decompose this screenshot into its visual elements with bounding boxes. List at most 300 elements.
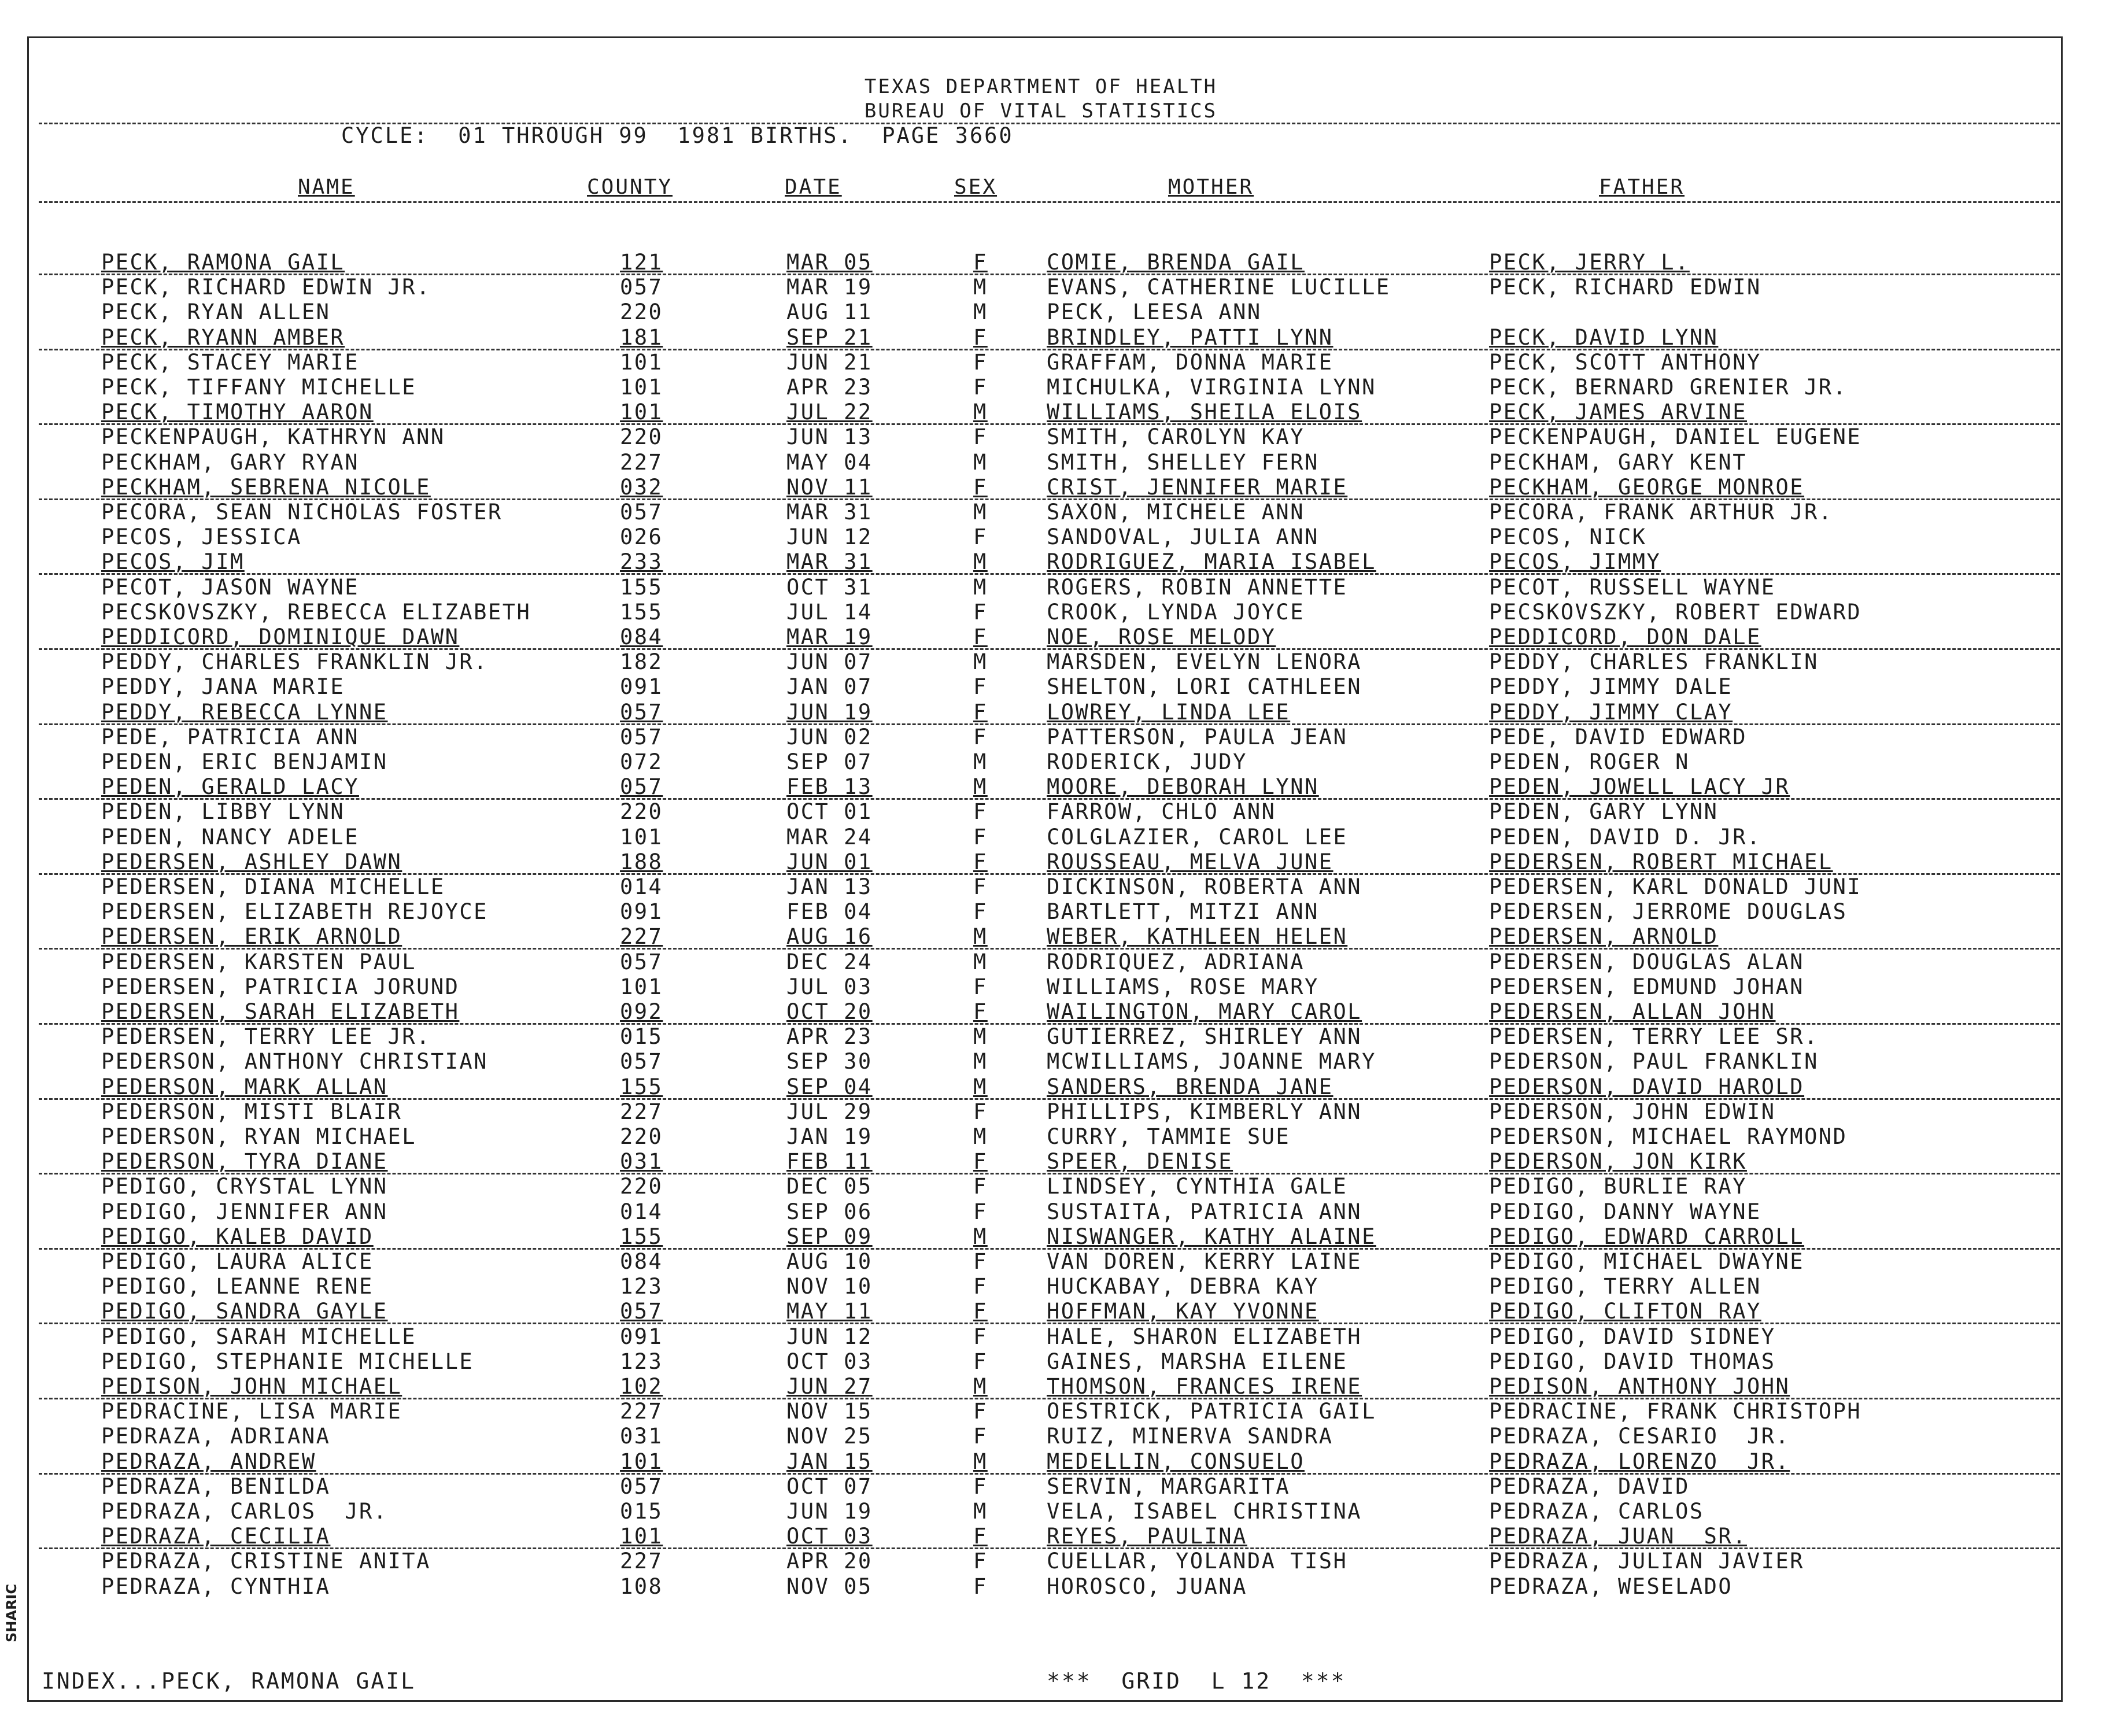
record-mother: CUELLAR, YOLANDA TISH <box>1047 1549 1348 1574</box>
table-row <box>0 900 2113 924</box>
record-father: PECOS, JIMMY <box>1489 549 1661 575</box>
record-date: FEB 04 <box>786 899 873 925</box>
record-mother: GRAFFAM, DONNA MARIE <box>1047 349 1333 375</box>
record-sex: M <box>973 400 988 425</box>
table-row <box>0 300 2113 324</box>
table-row <box>0 400 2113 424</box>
record-sex: F <box>973 1399 988 1424</box>
record-sex: M <box>973 1449 988 1474</box>
record-date: DEC 24 <box>786 949 873 974</box>
table-row <box>0 1025 2113 1049</box>
record-sex: F <box>973 1524 988 1549</box>
record-name: PECK, RYANN AMBER <box>101 324 345 350</box>
column-header-father: FATHER <box>1599 175 1685 199</box>
record-mother: NISWANGER, KATHY ALAINE <box>1047 1224 1376 1249</box>
record-sex: M <box>973 749 988 774</box>
record-father: PEDDY, CHARLES FRANKLIN <box>1489 649 1819 675</box>
record-name: PEDIGO, SARAH MICHELLE <box>101 1324 417 1349</box>
record-county: 101 <box>620 349 663 375</box>
record-date: JUN 13 <box>786 424 873 450</box>
record-sex: F <box>973 874 988 899</box>
record-county: 057 <box>620 724 663 749</box>
table-row <box>0 1299 2113 1324</box>
record-name: PECKHAM, GARY RYAN <box>101 449 359 475</box>
table-row <box>0 1275 2113 1299</box>
record-mother: RODRIQUEZ, ADRIANA <box>1047 949 1305 974</box>
record-sex: F <box>973 1324 988 1349</box>
record-sex: F <box>973 1299 988 1324</box>
record-name: PEDERSON, RYAN MICHAEL <box>101 1124 417 1149</box>
record-county: 155 <box>620 1074 663 1099</box>
record-sex: F <box>973 824 988 849</box>
record-sex: M <box>973 924 988 950</box>
record-mother: COLGLAZIER, CAROL LEE <box>1047 824 1348 849</box>
record-county: 101 <box>620 400 663 425</box>
record-mother: RODERICK, JUDY <box>1047 749 1247 774</box>
table-row <box>0 375 2113 400</box>
table-row <box>0 525 2113 549</box>
record-name: PECOT, JASON WAYNE <box>101 574 359 600</box>
table-row <box>0 1250 2113 1274</box>
table-row <box>0 800 2113 824</box>
table-row <box>0 975 2113 999</box>
record-father: PEDDICORD, DON DALE <box>1489 625 1761 649</box>
record-father: PEDRAZA, WESELADO <box>1489 1574 1733 1599</box>
record-sex: F <box>973 250 988 275</box>
column-header-county: COUNTY <box>587 175 673 199</box>
record-father: PEDRAZA, CESARIO JR. <box>1489 1424 1790 1449</box>
record-date: FEB 13 <box>786 774 873 800</box>
record-county: 015 <box>620 1499 663 1524</box>
record-date: JUL 03 <box>786 974 873 999</box>
record-date: DEC 05 <box>786 1174 873 1199</box>
record-father: PEDERSEN, ALLAN JOHN <box>1489 999 1776 1024</box>
record-sex: F <box>973 1424 988 1449</box>
table-row <box>0 500 2113 525</box>
record-mother: SMITH, SHELLEY FERN <box>1047 449 1319 475</box>
record-name: PECOS, JESSICA <box>101 525 302 550</box>
record-mother: SAXON, MICHELE ANN <box>1047 500 1305 525</box>
record-sex: M <box>973 549 988 575</box>
record-date: JUN 19 <box>786 1499 873 1524</box>
record-county: 227 <box>620 449 663 475</box>
record-county: 084 <box>620 625 663 649</box>
record-mother: GUTIERREZ, SHIRLEY ANN <box>1047 1024 1362 1050</box>
record-sex: M <box>973 500 988 525</box>
record-name: PEDRAZA, ADRIANA <box>101 1424 331 1449</box>
record-county: 102 <box>620 1374 663 1399</box>
record-name: PEDERSEN, ELIZABETH REJOYCE <box>101 899 488 925</box>
record-sex: F <box>973 1149 988 1174</box>
record-name: PEDERSON, MISTI BLAIR <box>101 1099 402 1124</box>
record-date: MAR 19 <box>786 625 873 649</box>
record-name: PECK, TIFFANY MICHELLE <box>101 375 417 400</box>
table-row <box>0 850 2113 874</box>
record-mother: HOFFMAN, KAY YVONNE <box>1047 1299 1319 1324</box>
column-header-date: DATE <box>785 175 842 199</box>
record-mother: CURRY, TAMMIE SUE <box>1047 1124 1291 1149</box>
record-father: PECOT, RUSSELL WAYNE <box>1489 574 1776 600</box>
table-row <box>0 475 2113 500</box>
record-county: 227 <box>620 1399 663 1424</box>
table-row <box>0 575 2113 600</box>
record-father: PEDERSON, MICHAEL RAYMOND <box>1489 1124 1848 1149</box>
record-father: PEDIGO, BURLIE RAY <box>1489 1174 1747 1199</box>
table-row <box>0 1325 2113 1349</box>
table-row <box>0 275 2113 300</box>
record-father: PEDERSEN, ROBERT MICHAEL <box>1489 849 1833 874</box>
record-mother: MOORE, DEBORAH LYNN <box>1047 774 1319 800</box>
record-county: 014 <box>620 874 663 899</box>
record-name: PECK, STACEY MARIE <box>101 349 359 375</box>
record-sex: F <box>973 699 988 725</box>
record-county: 101 <box>620 824 663 849</box>
record-father: PEDRACINE, FRANK CHRISTOPH <box>1489 1399 1862 1424</box>
table-row <box>0 1475 2113 1499</box>
record-date: NOV 15 <box>786 1399 873 1424</box>
record-county: 188 <box>620 849 663 874</box>
record-county: 220 <box>620 300 663 325</box>
record-name: PECSKOVSZKY, REBECCA ELIZABETH <box>101 599 531 625</box>
record-name: PEDRACINE, LISA MARIE <box>101 1399 402 1424</box>
record-name: PEDRAZA, BENILDA <box>101 1473 331 1499</box>
record-sex: M <box>973 449 988 475</box>
record-date: JUN 07 <box>786 649 873 675</box>
record-date: JUN 21 <box>786 349 873 375</box>
record-name: PEDIGO, LAURA ALICE <box>101 1249 374 1274</box>
table-row <box>0 650 2113 674</box>
record-county: 057 <box>620 699 663 725</box>
record-county: 155 <box>620 574 663 600</box>
record-name: PEDIGO, KALEB DAVID <box>101 1224 374 1249</box>
record-date: JUL 22 <box>786 400 873 425</box>
record-date: FEB 11 <box>786 1149 873 1174</box>
record-father: PEDRAZA, DAVID <box>1489 1473 1690 1499</box>
record-name: PEDE, PATRICIA ANN <box>101 724 359 749</box>
record-father: PEDRAZA, JULIAN JAVIER <box>1489 1549 1805 1574</box>
record-county: 101 <box>620 1524 663 1549</box>
table-row <box>0 1350 2113 1374</box>
record-father: PEDIGO, CLIFTON RAY <box>1489 1299 1761 1324</box>
record-father: PEDERSEN, EDMUND JOHAN <box>1489 974 1805 999</box>
record-sex: M <box>973 1074 988 1099</box>
record-county: 091 <box>620 1324 663 1349</box>
record-sex: M <box>973 574 988 600</box>
record-date: JAN 07 <box>786 674 873 700</box>
table-row <box>0 1200 2113 1224</box>
record-county: 108 <box>620 1574 663 1599</box>
record-father: PEDRAZA, CARLOS <box>1489 1499 1704 1524</box>
record-county: 220 <box>620 424 663 450</box>
table-row <box>0 950 2113 974</box>
record-name: PEDDY, JANA MARIE <box>101 674 345 700</box>
record-sex: M <box>973 1499 988 1524</box>
table-row <box>0 425 2113 449</box>
record-county: 101 <box>620 1449 663 1474</box>
record-county: 072 <box>620 749 663 774</box>
record-county: 101 <box>620 375 663 400</box>
record-sex: M <box>973 1374 988 1399</box>
table-row <box>0 675 2113 699</box>
record-county: 220 <box>620 1124 663 1149</box>
record-mother: SPEER, DENISE <box>1047 1149 1233 1174</box>
record-mother: SUSTAITA, PATRICIA ANN <box>1047 1199 1362 1224</box>
record-mother: SANDOVAL, JULIA ANN <box>1047 525 1319 550</box>
record-mother: GAINES, MARSHA EILENE <box>1047 1349 1348 1374</box>
record-date: OCT 31 <box>786 574 873 600</box>
record-name: PEDEN, LIBBY LYNN <box>101 799 345 825</box>
record-mother: SMITH, CAROLYN KAY <box>1047 424 1305 450</box>
record-date: JUN 19 <box>786 699 873 725</box>
record-mother: WAILINGTON, MARY CAROL <box>1047 999 1362 1024</box>
record-father: PECORA, FRANK ARTHUR JR. <box>1489 500 1833 525</box>
record-county: 155 <box>620 1224 663 1249</box>
table-row <box>0 1575 2113 1599</box>
record-date: OCT 03 <box>786 1524 873 1549</box>
record-father: PEDERSEN, JERROME DOUGLAS <box>1489 899 1848 925</box>
record-county: 181 <box>620 324 663 350</box>
record-sex: M <box>973 1224 988 1249</box>
record-date: AUG 11 <box>786 300 873 325</box>
record-father: PECK, JERRY L. <box>1489 250 1690 275</box>
record-name: PEDERSON, ANTHONY CHRISTIAN <box>101 1049 488 1074</box>
table-row <box>0 825 2113 849</box>
column-header-name: NAME <box>298 175 355 199</box>
record-mother: SANDERS, BRENDA JANE <box>1047 1074 1333 1099</box>
record-father: PEDERSON, JON KIRK <box>1489 1149 1747 1174</box>
record-father: PEDIGO, DAVID THOMAS <box>1489 1349 1776 1374</box>
record-father: PECKHAM, GEORGE MONROE <box>1489 474 1805 500</box>
record-name: PEDERSEN, PATRICIA JORUND <box>101 974 460 999</box>
record-father: PEDEN, ROGER N <box>1489 749 1690 774</box>
record-father: PEDRAZA, LORENZO JR. <box>1489 1449 1790 1474</box>
record-name: PEDEN, ERIC BENJAMIN <box>101 749 388 774</box>
record-date: JAN 15 <box>786 1449 873 1474</box>
record-date: SEP 04 <box>786 1074 873 1099</box>
record-date: SEP 30 <box>786 1049 873 1074</box>
record-sex: M <box>973 300 988 325</box>
record-name: PECORA, SEAN NICHOLAS FOSTER <box>101 500 503 525</box>
record-county: 031 <box>620 1149 663 1174</box>
record-date: JAN 13 <box>786 874 873 899</box>
record-county: 092 <box>620 999 663 1024</box>
table-row <box>0 450 2113 475</box>
index-footer: INDEX...PECK, RAMONA GAIL <box>42 1668 416 1694</box>
record-name: PECK, RICHARD EDWIN JR. <box>101 275 431 300</box>
record-date: MAR 24 <box>786 824 873 849</box>
record-mother: HUCKABAY, DEBRA KAY <box>1047 1274 1319 1299</box>
record-mother: ROGERS, ROBIN ANNETTE <box>1047 574 1348 600</box>
record-sex: F <box>973 1549 988 1574</box>
record-sex: F <box>973 375 988 400</box>
record-name: PECKHAM, SEBRENA NICOLE <box>101 474 431 500</box>
record-county: 057 <box>620 949 663 974</box>
record-father: PEDERSEN, TERRY LEE SR. <box>1489 1024 1819 1050</box>
record-father: PEDIGO, DAVID SIDNEY <box>1489 1324 1776 1349</box>
record-county: 121 <box>620 250 663 275</box>
record-mother: RODRIGUEZ, MARIA ISABEL <box>1047 549 1376 575</box>
record-name: PECK, RAMONA GAIL <box>101 250 345 275</box>
record-mother: THOMSON, FRANCES IRENE <box>1047 1374 1362 1399</box>
table-row <box>0 1499 2113 1524</box>
record-date: MAR 05 <box>786 250 873 275</box>
record-mother: HOROSCO, JUANA <box>1047 1574 1247 1599</box>
record-sex: M <box>973 774 988 800</box>
record-sex: M <box>973 1024 988 1050</box>
record-name: PEDIGO, SANDRA GAYLE <box>101 1299 388 1324</box>
record-father: PEDERSEN, KARL DONALD JUNI <box>1489 874 1862 899</box>
record-sex: F <box>973 674 988 700</box>
record-date: OCT 07 <box>786 1473 873 1499</box>
record-name: PEDEN, NANCY ADELE <box>101 824 359 849</box>
record-name: PECKENPAUGH, KATHRYN ANN <box>101 424 445 450</box>
record-mother: BRINDLEY, PATTI LYNN <box>1047 324 1333 350</box>
record-sex: F <box>973 724 988 749</box>
table-row <box>0 875 2113 899</box>
record-father: PEDERSEN, DOUGLAS ALAN <box>1489 949 1805 974</box>
record-mother: BARTLETT, MITZI ANN <box>1047 899 1319 925</box>
record-county: 227 <box>620 924 663 950</box>
record-county: 220 <box>620 1174 663 1199</box>
record-sex: F <box>973 899 988 925</box>
record-date: SEP 06 <box>786 1199 873 1224</box>
table-row <box>0 600 2113 625</box>
table-row <box>0 700 2113 725</box>
record-county: 084 <box>620 1249 663 1274</box>
record-sex: F <box>973 999 988 1024</box>
bureau-title: BUREAU OF VITAL STATISTICS <box>864 99 1218 123</box>
table-row <box>0 1450 2113 1474</box>
record-name: PEDIGO, CRYSTAL LYNN <box>101 1174 388 1199</box>
record-name: PEDRAZA, ANDREW <box>101 1449 316 1474</box>
record-mother: MCWILLIAMS, JOANNE MARY <box>1047 1049 1376 1074</box>
record-sex: M <box>973 1049 988 1074</box>
column-header-sex: SEX <box>954 175 998 199</box>
record-date: MAY 11 <box>786 1299 873 1324</box>
record-date: AUG 10 <box>786 1249 873 1274</box>
record-mother: ROUSSEAU, MELVA JUNE <box>1047 849 1333 874</box>
record-father: PEDE, DAVID EDWARD <box>1489 724 1747 749</box>
record-sex: F <box>973 1099 988 1124</box>
table-row <box>0 1050 2113 1074</box>
record-name: PEDRAZA, CYNTHIA <box>101 1574 331 1599</box>
record-sex: F <box>973 1349 988 1374</box>
record-date: MAR 19 <box>786 275 873 300</box>
cycle-line: CYCLE: 01 THROUGH 99 1981 BIRTHS. PAGE 3660 <box>341 123 1014 148</box>
record-mother: CROOK, LYNDA JOYCE <box>1047 599 1305 625</box>
record-father: PECKENPAUGH, DANIEL EUGENE <box>1489 424 1862 450</box>
record-name: PEDIGO, LEANNE RENE <box>101 1274 374 1299</box>
record-mother: NOE, ROSE MELODY <box>1047 625 1276 649</box>
column-header-divider <box>39 201 2060 203</box>
record-county: 057 <box>620 1299 663 1324</box>
record-father: PECK, RICHARD EDWIN <box>1489 275 1761 300</box>
record-date: SEP 09 <box>786 1224 873 1249</box>
record-date: SEP 07 <box>786 749 873 774</box>
record-county: 091 <box>620 674 663 700</box>
record-name: PEDEN, GERALD LACY <box>101 774 359 800</box>
record-county: 057 <box>620 500 663 525</box>
record-father: PEDIGO, TERRY ALLEN <box>1489 1274 1761 1299</box>
record-name: PEDERSEN, KARSTEN PAUL <box>101 949 417 974</box>
record-county: 101 <box>620 974 663 999</box>
record-father: PECOS, NICK <box>1489 525 1647 550</box>
record-sex: F <box>973 424 988 450</box>
record-sex: F <box>973 324 988 350</box>
record-name: PEDERSEN, TERRY LEE JR. <box>101 1024 431 1050</box>
record-father: PECKHAM, GARY KENT <box>1489 449 1747 475</box>
record-sex: F <box>973 525 988 550</box>
record-father: PEDRAZA, JUAN SR. <box>1489 1524 1747 1549</box>
record-sex: F <box>973 599 988 625</box>
record-name: PEDERSEN, SARAH ELIZABETH <box>101 999 460 1024</box>
table-row <box>0 625 2113 649</box>
record-father: PECK, SCOTT ANTHONY <box>1489 349 1761 375</box>
table-row <box>0 550 2113 574</box>
record-name: PEDRAZA, CARLOS JR. <box>101 1499 388 1524</box>
record-date: MAR 31 <box>786 500 873 525</box>
record-county: 057 <box>620 1473 663 1499</box>
record-name: PEDISON, JOHN MICHAEL <box>101 1374 402 1399</box>
record-name: PEDRAZA, CRISTINE ANITA <box>101 1549 431 1574</box>
record-mother: LOWREY, LINDA LEE <box>1047 699 1291 725</box>
record-date: NOV 05 <box>786 1574 873 1599</box>
record-mother: RUIZ, MINERVA SANDRA <box>1047 1424 1333 1449</box>
table-row <box>0 1549 2113 1574</box>
record-mother: PATTERSON, PAULA JEAN <box>1047 724 1348 749</box>
record-name: PECK, RYAN ALLEN <box>101 300 331 325</box>
table-row <box>0 725 2113 749</box>
record-name: PEDRAZA, CECILIA <box>101 1524 331 1549</box>
record-date: JAN 19 <box>786 1124 873 1149</box>
record-father: PEDIGO, DANNY WAYNE <box>1489 1199 1761 1224</box>
record-name: PECK, TIMOTHY AARON <box>101 400 374 425</box>
record-name: PEDIGO, STEPHANIE MICHELLE <box>101 1349 474 1374</box>
record-date: NOV 11 <box>786 474 873 500</box>
department-title: TEXAS DEPARTMENT OF HEALTH <box>864 75 1218 98</box>
record-county: 091 <box>620 899 663 925</box>
record-county: 015 <box>620 1024 663 1050</box>
record-county: 220 <box>620 799 663 825</box>
record-mother: SERVIN, MARGARITA <box>1047 1473 1291 1499</box>
record-father: PECSKOVSZKY, ROBERT EDWARD <box>1489 599 1862 625</box>
record-date: JUL 14 <box>786 599 873 625</box>
record-date: MAR 31 <box>786 549 873 575</box>
record-date: SEP 21 <box>786 324 873 350</box>
record-mother: HALE, SHARON ELIZABETH <box>1047 1324 1362 1349</box>
record-date: APR 23 <box>786 1024 873 1050</box>
record-sex: M <box>973 949 988 974</box>
record-sex: F <box>973 1249 988 1274</box>
record-sex: F <box>973 1199 988 1224</box>
record-sex: M <box>973 649 988 675</box>
record-date: JUN 12 <box>786 525 873 550</box>
table-row <box>0 350 2113 375</box>
record-date: NOV 25 <box>786 1424 873 1449</box>
record-sex: F <box>973 1174 988 1199</box>
record-mother: DICKINSON, ROBERTA ANN <box>1047 874 1362 899</box>
record-mother: VAN DOREN, KERRY LAINE <box>1047 1249 1362 1274</box>
record-date: JUN 27 <box>786 1374 873 1399</box>
record-mother: EVANS, CATHERINE LUCILLE <box>1047 275 1391 300</box>
table-row <box>0 1000 2113 1024</box>
record-date: OCT 01 <box>786 799 873 825</box>
record-date: MAY 04 <box>786 449 873 475</box>
table-row <box>0 1524 2113 1549</box>
record-name: PEDDY, REBECCA LYNNE <box>101 699 388 725</box>
record-father: PEDEN, JOWELL LACY JR <box>1489 774 1790 800</box>
record-sex: F <box>973 349 988 375</box>
